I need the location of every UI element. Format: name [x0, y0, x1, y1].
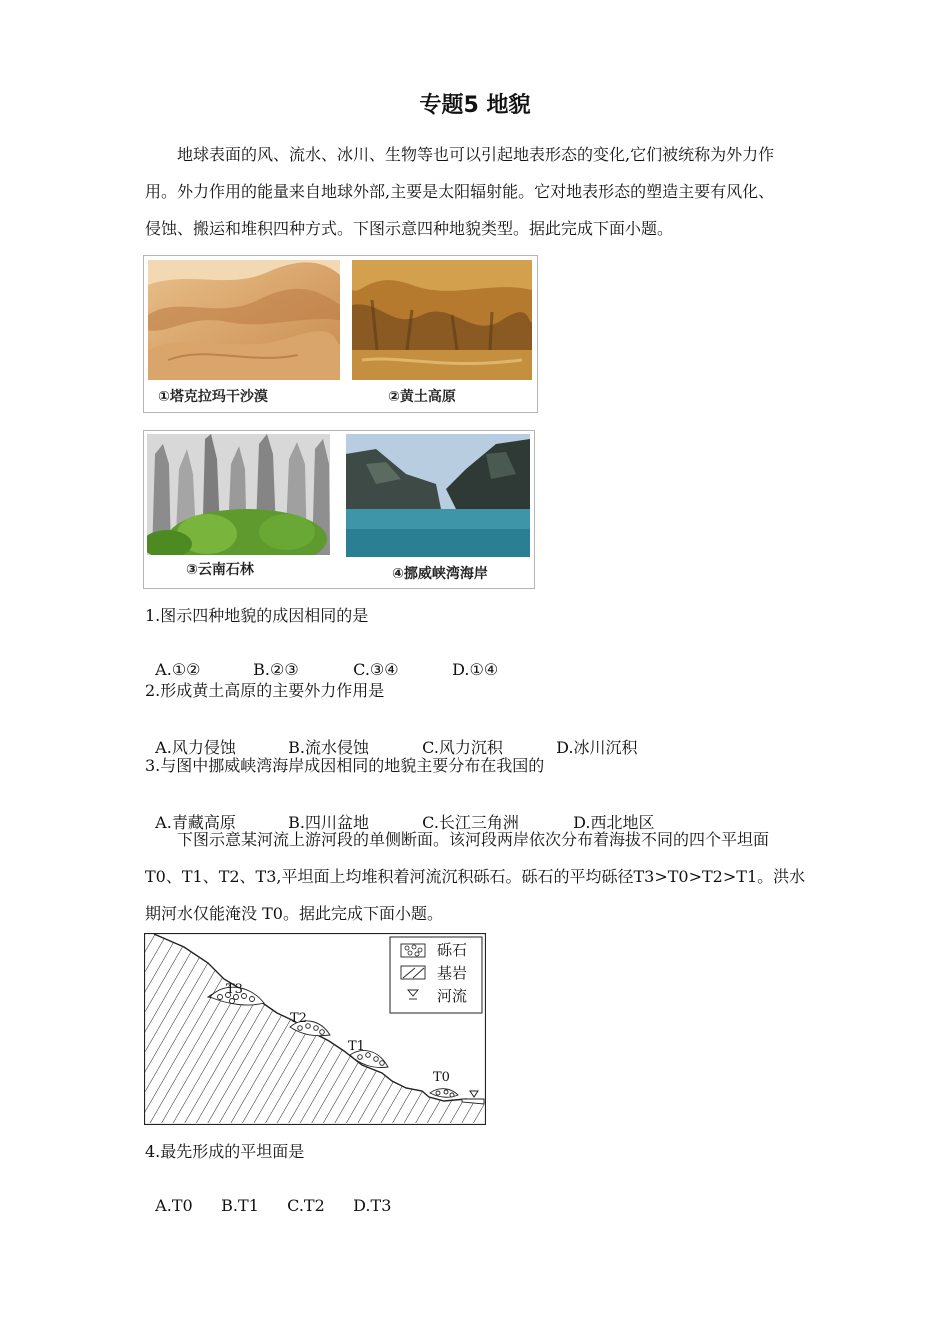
photo-caption-1: ①塔克拉玛干沙漠	[158, 389, 268, 405]
diagram-legend	[390, 937, 482, 1013]
terrace-label-t2: T2	[290, 1011, 307, 1026]
terrace-label-t1: T1	[348, 1039, 365, 1054]
q2-option-a[interactable]: A.风力侵蚀	[155, 738, 236, 757]
q1-option-b[interactable]: B.②③	[253, 660, 299, 679]
fjord-photo	[346, 434, 530, 557]
q3-option-a[interactable]: A.青藏高原	[155, 813, 236, 832]
q1-option-c[interactable]: C.③④	[353, 660, 399, 679]
question-1-options	[145, 641, 498, 679]
intro2-line-1: 下图示意某河流上游河段的单侧断面。该河段两岸依次分布着海拔不同的四个平坦面	[177, 830, 770, 849]
q3-option-c[interactable]: C.长江三角洲	[422, 813, 519, 832]
photo-caption-2: ②黄土高原	[388, 389, 456, 405]
question-1-stem: 1.图示四种地貌的成因相同的是	[145, 606, 369, 625]
river-terrace-diagram	[144, 933, 486, 1125]
desert-photo	[148, 260, 340, 380]
q4-option-a[interactable]: A.T0	[155, 1196, 193, 1215]
intro2-line-2: T0、T1、T2、T3,平坦面上均堆积着河流沉积砾石。砾石的平均砾径T3>T0>T2>T1。洪水	[145, 867, 806, 886]
question-4-options	[145, 1177, 391, 1215]
question-2-options	[145, 716, 638, 758]
q4-option-b[interactable]: B.T1	[221, 1196, 259, 1215]
photo-group-bottom	[143, 430, 535, 589]
intro-line-3: 侵蚀、搬运和堆积四种方式。下图示意四种地貌类型。据此完成下面小题。	[145, 219, 674, 238]
legend-gravel: 砾石	[437, 941, 468, 959]
page-title: 专题5 地貌	[419, 93, 531, 118]
photo-caption-4: ④挪威峡湾海岸	[392, 566, 488, 582]
photo-caption-3: ③云南石林	[186, 562, 254, 578]
terrace-label-t0: T0	[433, 1070, 450, 1085]
question-2-stem: 2.形成黄土高原的主要外力作用是	[145, 681, 385, 700]
q3-option-d[interactable]: D.西北地区	[573, 813, 655, 832]
q4-option-c[interactable]: C.T2	[287, 1196, 325, 1215]
legend-bedrock: 基岩	[437, 964, 468, 982]
q1-option-d[interactable]: D.①④	[452, 660, 499, 679]
loess-plateau-photo	[352, 260, 532, 380]
intro-paragraph	[145, 136, 809, 247]
q2-option-c[interactable]: C.风力沉积	[422, 738, 503, 757]
question-4-stem: 4.最先形成的平坦面是	[145, 1142, 305, 1161]
q2-option-d[interactable]: D.冰川沉积	[556, 738, 638, 757]
intro-line-2: 用。外力作用的能量来自地球外部,主要是太阳辐射能。它对地表形态的塑造主要有风化、	[145, 182, 775, 201]
terrace-label-t3: T3	[226, 982, 243, 997]
intro-line-1: 地球表面的风、流水、冰川、生物等也可以引起地表形态的变化,它们被统称为外力作	[177, 145, 775, 164]
stone-forest-photo	[147, 434, 330, 555]
q4-option-d[interactable]: D.T3	[353, 1196, 392, 1215]
question-3-stem: 3.与图中挪威峡湾海岸成因相同的地貌主要分布在我国的	[145, 756, 545, 775]
intro2-paragraph	[145, 821, 809, 932]
legend-river: 河流	[437, 987, 468, 1005]
photo-group-top	[143, 255, 538, 413]
q3-option-b[interactable]: B.四川盆地	[288, 813, 370, 832]
q1-option-a[interactable]: A.①②	[155, 660, 201, 679]
intro2-line-3: 期河水仅能淹没 T0。据此完成下面小题。	[145, 904, 443, 923]
q2-option-b[interactable]: B.流水侵蚀	[288, 738, 370, 757]
